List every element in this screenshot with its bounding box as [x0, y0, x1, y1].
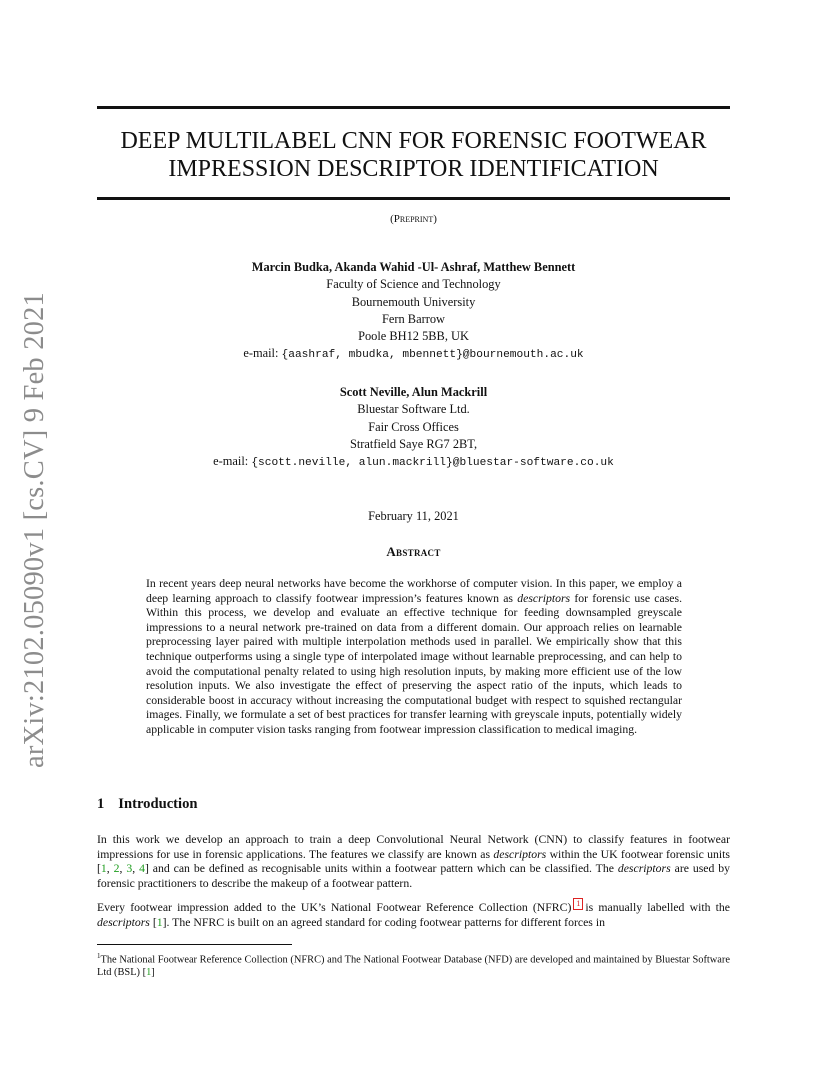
emphasis: descriptors: [97, 915, 150, 929]
paragraph-text: is manually labelled with the: [585, 900, 730, 914]
intro-paragraph-2: [97, 898, 730, 930]
title-cap: F: [573, 128, 587, 154]
author-names-1: Marcin Budka, Akanda Wahid -Ul- Ashraf, Matthew Bennett: [251, 260, 576, 274]
email-line-1: [97, 345, 730, 364]
citation-sep: ,: [106, 862, 114, 876]
abstract-body: [146, 577, 682, 738]
citation-link[interactable]: 1: [100, 862, 107, 876]
emphasis: descriptors: [617, 862, 671, 876]
title-bottom-rule: [97, 197, 730, 200]
citation-sep: ,: [119, 862, 127, 876]
author-block-1: [97, 259, 730, 365]
section-title: Introduction: [118, 796, 198, 812]
title-cap: I: [168, 156, 177, 182]
citation-link[interactable]: 1: [156, 915, 163, 929]
paragraph-text: In this work we develop an approach to train a deep Convolutional Neural Network (CNN) to classify features in footwear impressions for use in forensic applications. The features we classify are known as: [97, 833, 730, 861]
affiliation-line: Bluestar Software Ltd.: [357, 402, 470, 417]
preprint-label: (Preprint): [390, 213, 437, 225]
footnote-mark: 1: [97, 952, 101, 960]
section-heading-introduction: [97, 796, 198, 813]
title-cap: M: [185, 128, 207, 154]
title-cap: D: [120, 128, 138, 154]
affiliation-line: Stratfield Saye RG7 2BT,: [349, 436, 478, 451]
abstract-text: for forensic use cases. Within this process, we develop and evaluate an effective technique for feeding downsampled greyscale impressions to a neural network pre-trained on data from a different domain. Our approach relies on learnable preprocessing layer paired with multiple interpolation methods used in parallel. We empirically show that this technique outperforms using a single type of interpolated image without learnable preprocessing, and can help to avoid the computational penalty related to using high resolution inputs, by making more efficient use of the low resolution inputs. We also investigate the effect of preserving the aspect ratio of the inputs, which leads to considerable boost in accuracy without increasing the computational budget with respect to squished rectangular images. Finally, we formulate a set of best practices for transfer learning with greyscale inputs, potentially widely applicable in computer vision tasks ranging from footwear impression classification to medical imaging.: [146, 591, 683, 736]
email-prefix: e-mail:: [213, 454, 252, 469]
title-cap: D: [317, 156, 335, 182]
abstract-emphasis: descriptors: [517, 591, 571, 605]
title-sc: EEP: [137, 128, 186, 154]
title-sc: ULTILABEL: [206, 128, 342, 154]
title-cap: I: [469, 156, 478, 182]
author-block-2: [97, 384, 730, 472]
abstract-heading: Abstract: [386, 544, 441, 559]
citation-link[interactable]: 2: [113, 862, 120, 876]
paragraph-text: ]. The NFRC is built on an agreed standard for coding footwear patterns for different forces in: [162, 915, 605, 929]
citation-link[interactable]: 1: [146, 967, 152, 979]
footnote-text-end: ]: [151, 967, 155, 979]
paragraph-text: [: [149, 915, 157, 929]
affiliation-line: Poole BH12 5BB, UK: [358, 329, 469, 344]
email-prefix: e-mail:: [243, 346, 282, 361]
paragraph-text: Every footwear impression added to the UK’s National Footwear Reference Collection (NFRC): [97, 900, 572, 914]
email-address-1: {aashraf, mbudka, mbennett}@bournemouth.ac.uk: [281, 349, 584, 362]
paragraph-text: ] and can be defined as recognisable units within a footwear pattern which can be classified. The: [144, 862, 618, 876]
footnote: [97, 950, 730, 979]
affiliation-line: Fair Cross Offices: [368, 419, 459, 434]
title-sc: MPRESSION: [176, 156, 318, 182]
email-line-2: [97, 453, 730, 472]
paragraph-text: are used by forensic practitioners to describe the makeup of a footwear pattern.: [97, 862, 731, 890]
title-sc: FOR: [398, 128, 452, 154]
affiliation-line: Faculty of Science and Technology: [326, 277, 501, 292]
title-sc: OOTWEAR: [586, 128, 707, 154]
affiliation-line: Fern Barrow: [382, 311, 445, 326]
footnote-rule: [97, 944, 292, 945]
emphasis: descriptors: [493, 847, 547, 861]
section-number: 1: [97, 796, 105, 812]
affiliation-line: Bournemouth University: [351, 294, 476, 309]
title-sc: DENTIFICATION: [477, 156, 659, 182]
intro-paragraph-1: [97, 833, 730, 891]
title-sc: ESCRIPTOR: [334, 156, 470, 182]
title-cap: F: [451, 128, 465, 154]
author-names-2: Scott Neville, Alun Mackrill: [339, 385, 488, 399]
title-sc: ORENSIC: [464, 128, 574, 154]
paragraph-text: within the UK footwear forensic units [: [97, 847, 730, 876]
citation-sep: ,: [132, 862, 140, 876]
paper-date: February 11, 2021: [368, 509, 459, 523]
email-address-2: {scott.neville, alun.mackrill}@bluestar-software.co.uk: [251, 457, 614, 470]
abstract-text: In recent years deep neural networks have become the workhorse of computer vision. In this paper, we employ a deep learning approach to classify footwear impression’s features known as: [146, 577, 682, 605]
citation-link[interactable]: 3: [126, 862, 133, 876]
footnote-text: The National Footwear Reference Collection (NFRC) and The National Footwear Database (NFD) are developed and maintained by Bluestar Software Ltd (BSL) [: [97, 954, 730, 979]
paper-title: [97, 127, 730, 183]
title-top-rule: [97, 106, 730, 109]
title-line-2: [97, 155, 730, 183]
title-cap: CNN: [341, 128, 399, 154]
arxiv-side-identifier: [10, 291, 60, 769]
footnote-link[interactable]: 1: [573, 898, 583, 910]
arxiv-id-text: arXiv:2102.05090v1 [cs.CV] 9 Feb 2021: [19, 291, 50, 769]
citation-link[interactable]: 4: [139, 862, 145, 876]
title-line-1: [97, 127, 730, 155]
